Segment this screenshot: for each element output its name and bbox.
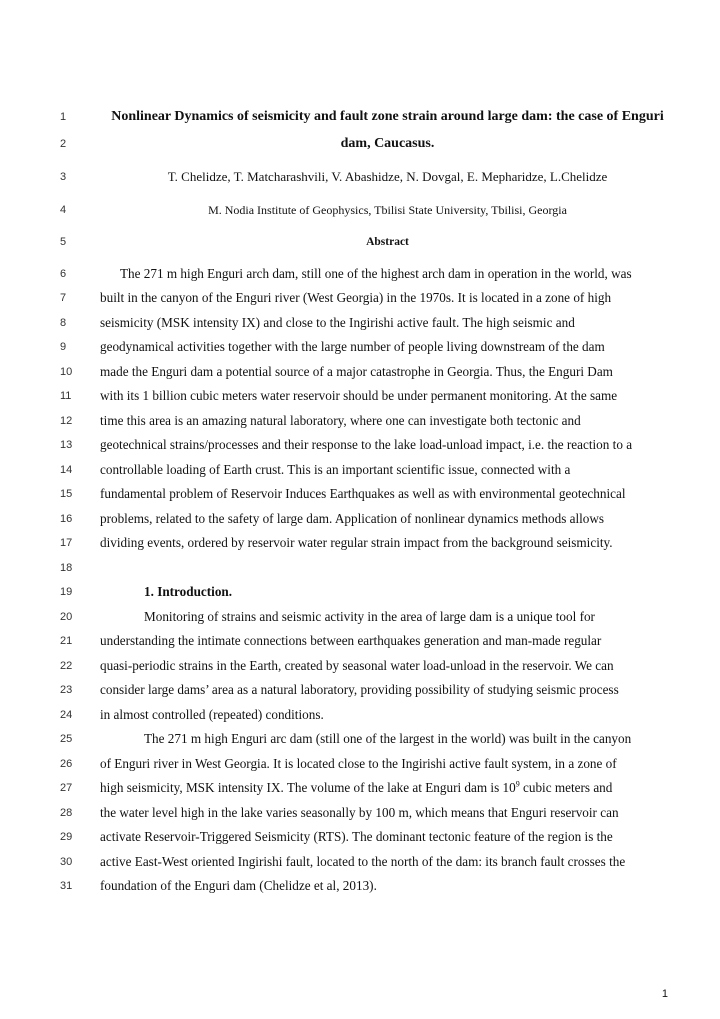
line-number: 16 — [60, 513, 73, 525]
abstract-line: problems, related to the safety of large dam. Application of nonlinear dynamics methods allows — [100, 511, 605, 526]
line-number: 26 — [60, 758, 73, 770]
line-number: 5 — [60, 236, 67, 248]
line-number: 17 — [60, 537, 73, 549]
intro-line: foundation of the Enguri dam (Chelidze et al, 2013). — [100, 878, 377, 893]
line-number: 13 — [60, 439, 73, 451]
line-number: 15 — [60, 488, 73, 500]
intro-line: understanding the intimate connections between earthquakes generation and man-made regular — [100, 633, 602, 648]
line-number: 14 — [60, 464, 73, 476]
paper-title-line-2: dam, Caucasus. — [340, 136, 435, 151]
intro-line: the water level high in the lake varies seasonally by 100 m, which means that Enguri reservoir can — [100, 805, 619, 820]
page-number: 1 — [661, 988, 668, 1000]
superscript-exponent: 9 — [515, 779, 520, 789]
author-list: T. Chelidze, T. Matcharashvili, V. Abashidze, N. Dovgal, E. Mepharidze, L.Chelidze — [167, 169, 608, 184]
line-number: 11 — [60, 390, 72, 402]
intro-line: activate Reservoir-Triggered Seismicity (RTS). The dominant tectonic feature of the region is the — [100, 829, 613, 844]
line-number: 1 — [60, 111, 67, 123]
line-number: 24 — [60, 709, 73, 721]
line-number: 21 — [60, 635, 73, 647]
line-number: 9 — [60, 341, 67, 353]
affiliation: M. Nodia Institute of Geophysics, Tbilisi State University, Tbilisi, Georgia — [208, 203, 567, 217]
abstract-line: made the Enguri dam a potential source of a major catastrophe in Georgia. Thus, the Enguri Dam — [100, 364, 613, 379]
abstract-line: dividing events, ordered by reservoir water regular strain impact from the background seismicity. — [100, 535, 613, 550]
abstract-line: fundamental problem of Reservoir Induces Earthquakes as well as with environmental geotechnical — [100, 486, 626, 501]
line-number: 25 — [60, 733, 73, 745]
intro-line-text: cubic meters and — [519, 780, 613, 795]
intro-line: active East-West oriented Ingirishi fault, located to the north of the dam: its branch fault crosses the — [100, 854, 626, 869]
line-number: 7 — [60, 292, 67, 304]
line-number: 3 — [60, 171, 67, 183]
intro-line: of Enguri river in West Georgia. It is located close to the Ingirishi active fault system, in a zone of — [100, 756, 617, 771]
abstract-heading: Abstract — [366, 236, 409, 248]
intro-line-text: high seismicity, MSK intensity IX. The volume of the lake at Enguri dam is 10 — [100, 780, 516, 795]
line-number: 22 — [60, 660, 73, 672]
abstract-line: geotechnical strains/processes and their response to the lake load-unload impact, i.e. the reaction to a — [100, 437, 633, 452]
abstract-line: seismicity (MSK intensity IX) and close to the Ingirishi active fault. The high seismic and — [100, 315, 575, 330]
line-number: 30 — [60, 856, 73, 868]
abstract-line: controllable loading of Earth crust. This is an important scientific issue, connected with a — [100, 462, 571, 477]
line-number: 31 — [60, 880, 73, 892]
section-heading-introduction: 1. Introduction. — [144, 584, 233, 599]
line-number: 18 — [60, 562, 73, 574]
line-number: 28 — [60, 807, 73, 819]
intro-line: in almost controlled (repeated) conditions. — [100, 707, 324, 722]
intro-line-with-superscript — [100, 780, 675, 796]
line-number: 10 — [60, 366, 73, 378]
abstract-line: time this area is an amazing natural laboratory, where one can investigate both tectonic and — [100, 413, 581, 428]
abstract-line: geodynamical activities together with the large number of people living downstream of the dam — [100, 339, 605, 354]
intro-line: consider large dams’ area as a natural laboratory, providing possibility of studying seismic process — [100, 682, 619, 697]
line-number: 6 — [60, 268, 67, 280]
line-number: 23 — [60, 684, 73, 696]
line-number: 4 — [60, 204, 67, 216]
line-number: 20 — [60, 611, 73, 623]
abstract-line: with its 1 billion cubic meters water reservoir should be under permanent monitoring. At the same — [100, 388, 618, 403]
paper-title-line-1: Nonlinear Dynamics of seismicity and fault zone strain around large dam: the case of Enguri — [111, 109, 664, 124]
intro-line: The 271 m high Enguri arc dam (still one of the largest in the world) was built in the canyon — [144, 731, 632, 746]
line-number: 2 — [60, 138, 67, 150]
line-number: 29 — [60, 831, 73, 843]
abstract-line: built in the canyon of the Enguri river (West Georgia) in the 1970s. It is located in a zone of high — [100, 290, 612, 305]
line-number: 8 — [60, 317, 67, 329]
line-number: 19 — [60, 586, 73, 598]
line-number: 12 — [60, 415, 73, 427]
intro-line: quasi-periodic strains in the Earth, created by seasonal water load-unload in the reservoir. We can — [100, 658, 614, 673]
line-number: 27 — [60, 782, 73, 794]
intro-line: Monitoring of strains and seismic activity in the area of large dam is a unique tool for — [144, 609, 595, 624]
abstract-line: The 271 m high Enguri arch dam, still one of the highest arch dam in operation in the world, was — [120, 266, 632, 281]
